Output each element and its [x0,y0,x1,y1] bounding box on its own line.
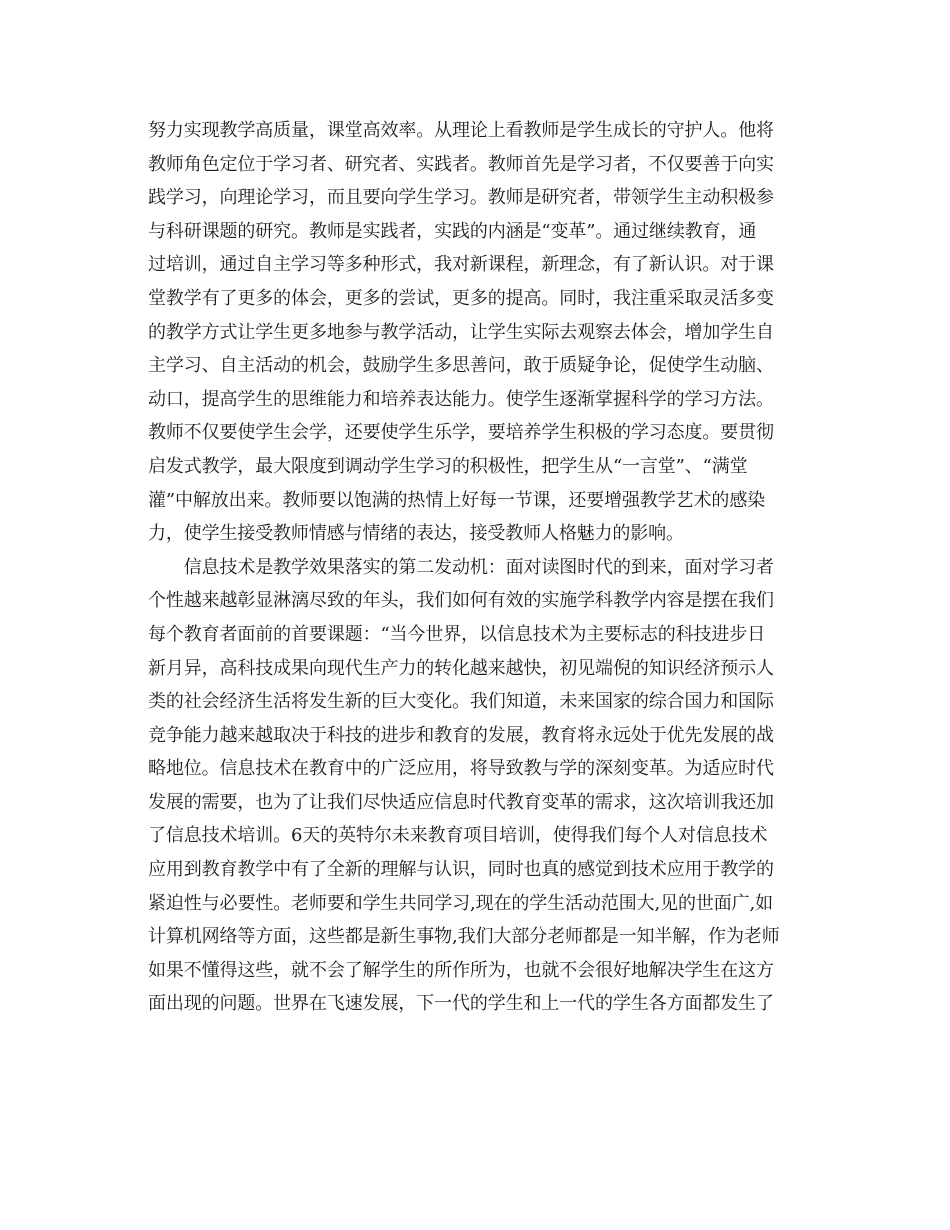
text-line: 教师不仅要使学生会学，还要使学生乐学，要培养学生积极的学习态度。要贯彻 [148,422,774,444]
text-line: 应用到教育教学中有了全新的理解与认识，同时也真的感觉到技术应用于教学的 [148,859,774,881]
text-line: 努力实现教学高质量，课堂高效率。从理论上看教师是学生成长的守护人。他将 [148,120,774,141]
text-line: 信息技术是教学效果落实的第二发动机：面对读图时代的到来，面对学习者 [148,556,774,578]
text-line: 的教学方式让学生更多地参与教学活动，让学生实际去观察去体会，增加学生自 [148,321,774,343]
text-line: 灌”中解放出来。教师要以饱满的热情上好每一节课，还要增强教学艺术的感染 [148,489,766,511]
text-line: 如果不懂得这些，就不会了解学生的所作所为，也就不会很好地解决学生在这方 [148,959,774,981]
text-line: 新月异，高科技成果向现代生产力的转化越来越快，初见端倪的知识经济预示人 [148,657,774,679]
text-line: 堂教学有了更多的体会，更多的尝试，更多的提高。同时，我注重采取灵活多变 [148,287,774,309]
text-line: 过培训，通过自主学习等多种形式，我对新课程，新理念，有了新认识。对于课 [148,254,774,276]
text-line: 启发式教学，最大限度到调动学生学习的积极性，把学生从“一言堂”、“满堂 [148,455,748,477]
text-line: 动口，提高学生的思维能力和培养表达能力。使学生逐渐掌握科学的学习方法。 [148,388,774,410]
text-line: 了信息技术培训。6天的英特尔未来教育项目培训，使得我们每个人对信息技术 [148,825,768,847]
text-line: 主学习、自主活动的机会，鼓励学生多思善问，敢于质疑争论，促使学生动脑、 [148,355,774,377]
text-line: 践学习，向理论学习，而且要向学生学习。教师是研究者，带领学生主动积极参 [148,187,774,209]
text-line: 面出现的问题。世界在飞速发展，下一代的学生和上一代的学生各方面都发生了 [148,993,774,1015]
text-line: 每个教育者面前的首要课题：“当今世界，以信息技术为主要标志的科技进步日 [148,623,766,645]
text-line: 类的社会经济生活将发生新的巨大变化。我们知道，未来国家的综合国力和国际 [148,691,774,713]
text-line: 发展的需要，也为了让我们尽快适应信息时代教育变革的需求，这次培训我还加 [148,791,774,813]
text-line: 略地位。信息技术在教育中的广泛应用，将导致教与学的深刻变革。为适应时代 [148,758,774,780]
text-line: 与科研课题的研究。教师是实践者，实践的内涵是“变革”。通过继续教育，通 [148,220,757,242]
text-line: 紧迫性与必要性。老师要和学生共同学习,现在的学生活动范围大,见的世面广,如 [148,892,774,914]
text-line: 个性越来越彰显淋漓尽致的年头，我们如何有效的实施学科教学内容是摆在我们 [148,590,774,612]
text-line: 竞争能力越来越取决于科技的进步和教育的发展，教育将永远处于优先发展的战 [148,724,774,746]
body-text [148,114,808,1021]
text-line: 力，使学生接受教师情感与情绪的表达，接受教师人格魅力的影响。 [148,523,684,545]
text-line: 计算机网络等方面，这些都是新生事物,我们大部分老师都是一知半解，作为老师 [148,926,780,948]
text-line: 教师角色定位于学习者、研究者、实践者。教师首先是学习者，不仅要善于向实 [148,153,774,175]
